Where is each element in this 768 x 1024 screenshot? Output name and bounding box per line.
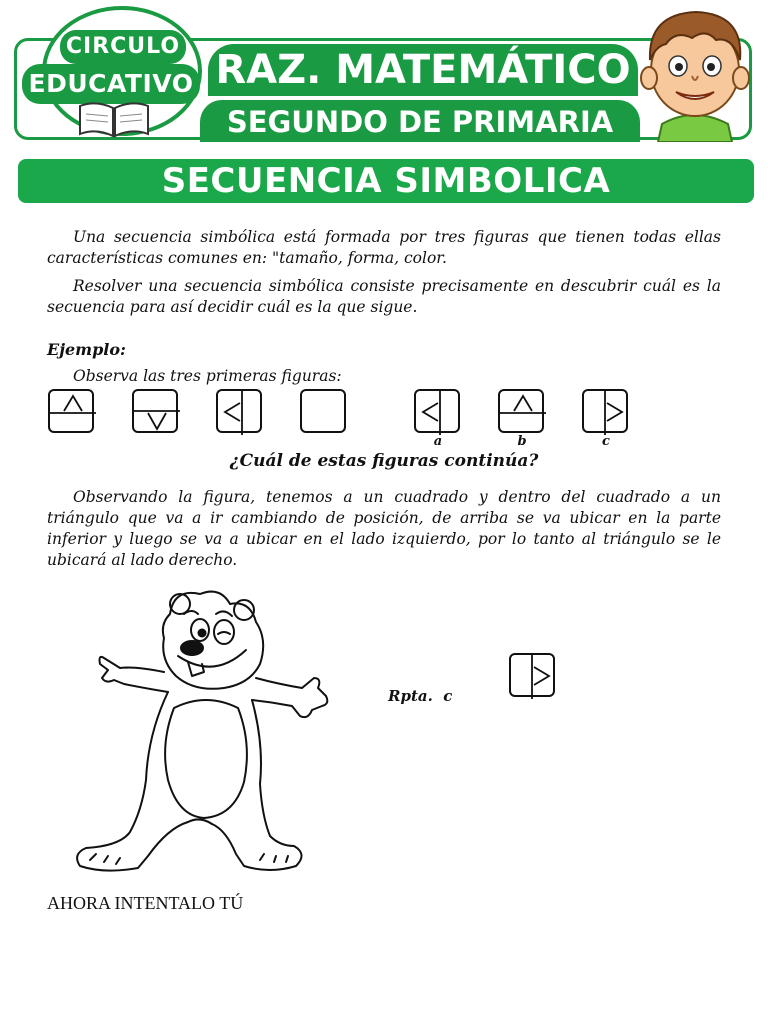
example-question: ¿Cuál de estas figuras continúa? [229, 451, 539, 471]
answer-label: Rpta. c [388, 687, 453, 705]
option-label-c: c [602, 434, 610, 449]
answer-figure-box [509, 653, 555, 697]
answer-letter: c [443, 687, 453, 705]
logo-line1: CIRCULO [60, 30, 186, 64]
bear-mascot-illustration [64, 584, 336, 880]
header-subtitle: SEGUNDO DE PRIMARIA [200, 100, 640, 142]
method-paragraph: Resolver una secuencia simbólica consiste precisamente en descubrir cuál es la secuencia para así decidir cuál es la que sigue. [47, 277, 721, 316]
sequence-figure-2 [132, 389, 178, 433]
sequence-figure-3 [216, 389, 262, 433]
option-figure-a [414, 389, 460, 433]
book-icon [76, 100, 152, 140]
example-instruction: Observa las tres primeras figuras: [73, 367, 342, 385]
sequence-figure-4 [300, 389, 346, 433]
option-label-a: a [433, 434, 443, 449]
option-label-b: b [517, 434, 527, 449]
option-figure-c [582, 389, 628, 433]
section-banner: SECUENCIA SIMBOLICA [18, 159, 754, 203]
header-title: RAZ. MATEMÁTICO [208, 44, 638, 96]
example-label: Ejemplo: [47, 340, 126, 359]
sequence-figure-1 [48, 389, 94, 433]
option-figure-b [498, 389, 544, 433]
boy-mascot-illustration [636, 6, 754, 142]
intro-paragraph: Una secuencia simbólica está formada por tres figuras que tienen todas ellas características comunes en: "tamaño, forma, color. [47, 228, 721, 267]
practice-heading: AHORA INTENTALO TÚ [47, 893, 244, 913]
logo-line2: EDUCATIVO [22, 64, 200, 104]
explanation-paragraph: Observando la figura, tenemos a un cuadrado y dentro del cuadrado a un triángulo que va a ir cambiando de posición, de arriba se va ubicar en la parte inferior y luego se va a ubicar en el lado izquierdo, por lo tanto al triángulo se le ubicará al lado derecho. [47, 488, 721, 569]
